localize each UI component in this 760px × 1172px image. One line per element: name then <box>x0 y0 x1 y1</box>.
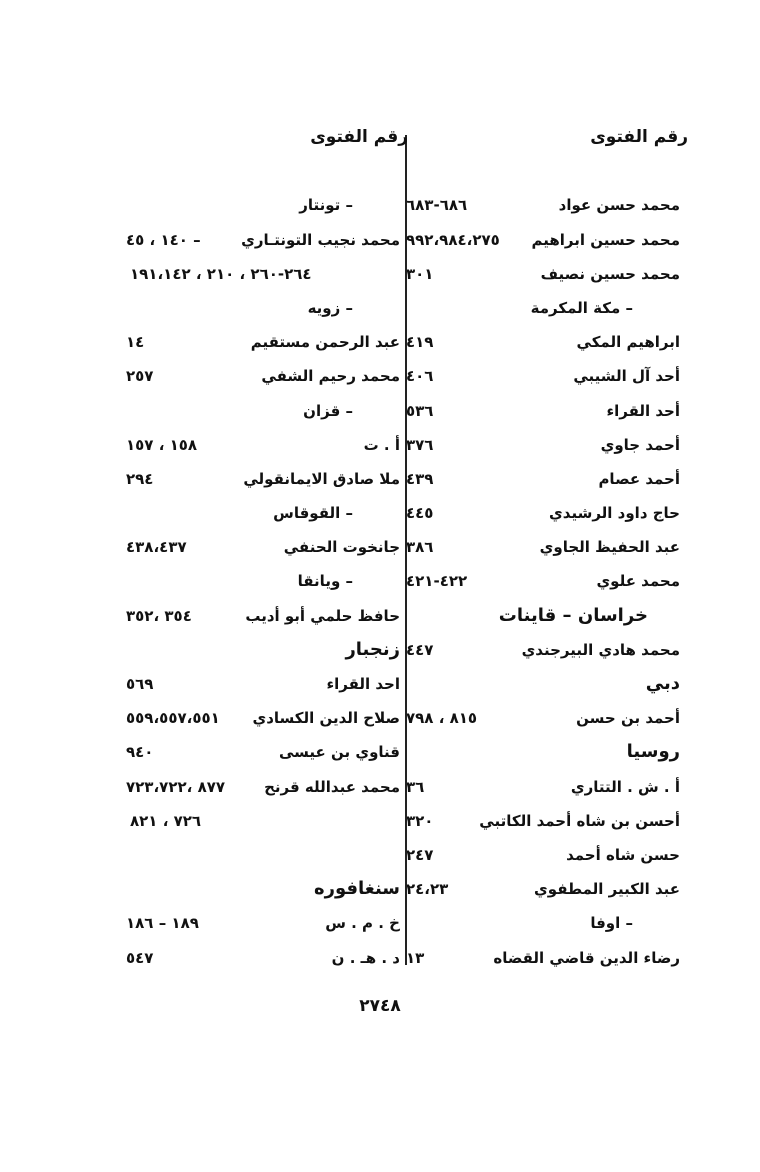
index-entry-line <box>118 428 408 462</box>
index-entry-line <box>118 530 408 564</box>
index-gap-line <box>118 838 408 872</box>
entry-name: أحمد عصام <box>598 469 680 488</box>
index-entry-line <box>398 804 688 838</box>
index-entry-line <box>398 872 688 906</box>
index-heading-line <box>398 735 688 769</box>
fatwa-numbers: ٢٤٧ <box>406 845 434 864</box>
index-section-line <box>118 394 408 428</box>
fatwa-numbers: ١٥٨ ، ١٥٧ <box>126 435 198 454</box>
fatwa-numbers: ٤٣٩ <box>406 469 434 488</box>
index-entry-line <box>118 359 408 393</box>
fatwa-numbers: ٢٥٧ <box>126 367 154 386</box>
entry-name: د . هـ . ن <box>331 948 400 967</box>
index-entry-line <box>118 599 408 633</box>
index-header-line <box>118 120 408 154</box>
entry-name: جانخوت الحنفي <box>283 538 400 557</box>
index-entry-line <box>118 667 408 701</box>
index-entry-line <box>398 257 688 291</box>
entry-name: عبد الحفيظ الجاوي <box>539 538 680 557</box>
section-title: – زويه <box>307 298 353 317</box>
entry-name: عبد الرحمن مستقيم <box>250 333 400 352</box>
fatwa-numbers: ٤٣٨،٤٣٧ <box>126 538 187 557</box>
fatwa-numbers: ٣٥٤ ،٣٥٢ <box>126 606 192 625</box>
index-heading-line <box>398 667 688 701</box>
entry-name: خ . م . س <box>325 914 400 933</box>
entry-name: محمد نجيب التونتـاري <box>241 230 400 249</box>
right-column <box>398 120 688 975</box>
section-title: – مكة المكرمة <box>530 298 633 317</box>
entry-name: محمد عبدالله قرنح <box>264 777 400 796</box>
section-title: – اوفا <box>590 914 633 933</box>
fatwa-numbers: ٣٧٦ <box>406 435 434 454</box>
index-entry-line <box>398 428 688 462</box>
fatwa-numbers: ٥٣٦ <box>406 401 434 420</box>
entry-name: محمد حسين نصيف <box>540 264 680 283</box>
index-entry-line <box>118 770 408 804</box>
index-entry-line <box>398 359 688 393</box>
fatwa-numbers: ٢٤،٢٣ <box>406 880 449 899</box>
index-entry-line <box>398 770 688 804</box>
fatwa-numbers: ٥٥٩،٥٥٧،٥٥١ <box>126 709 220 728</box>
entry-name: ملا صادق الايمانقولي <box>243 469 400 488</box>
index-gap-line <box>118 154 408 188</box>
index-section-line <box>118 291 408 325</box>
section-title: – تونتار <box>299 196 353 215</box>
fatwa-numbers: ٤٠٦ <box>406 367 434 386</box>
fatwa-numbers: ٣٦ <box>406 777 425 796</box>
index-entry-line <box>398 701 688 735</box>
fatwa-numbers: ٣٨٦ <box>406 538 434 557</box>
section-title: دبي <box>645 673 680 694</box>
section-title: زنجبار <box>345 638 400 660</box>
index-entry-line <box>398 462 688 496</box>
section-title: خراسان – قاينات <box>498 604 648 626</box>
section-title: سنغافوره <box>313 878 400 900</box>
fatwa-numbers: ٤٤٥ <box>406 504 434 523</box>
fatwa-numbers: ٨١٥ ، ٧٩٨ <box>406 709 478 728</box>
entry-name: رضاء الدين قاضي القضاه <box>493 948 680 967</box>
entry-name: قناوي بن عيسى <box>278 743 400 762</box>
entry-name: احد القراء <box>326 675 400 693</box>
index-entry-line <box>398 325 688 359</box>
index-entry-line <box>118 735 408 769</box>
index-entry-line <box>398 564 688 598</box>
index-entry-line <box>118 941 408 975</box>
entry-name: أحمد جاوي <box>600 435 680 454</box>
index-entry-line <box>398 530 688 564</box>
entry-name: محمد حسن عواد <box>558 196 680 215</box>
fatwa-numbers: ٣٠١ <box>406 264 434 283</box>
index-heading-line <box>118 872 408 906</box>
continuation-numbers: ٢٦٤-٢٦٠ ، ٢١٠ ، ١٩١،١٤٢ <box>130 264 312 283</box>
section-title: – قزان <box>303 401 353 420</box>
fatwa-numbers: ١٨٩ – ١٨٦ <box>126 914 199 933</box>
index-entry-line <box>398 496 688 530</box>
fatwa-numbers: ٨٧٧ ،٧٢٣،٧٢٢ <box>126 777 226 796</box>
index-heading-line <box>118 633 408 667</box>
entry-name: محمد هادي البيرجندي <box>521 640 680 659</box>
index-cont-line <box>118 804 408 838</box>
index-entry-line <box>118 701 408 735</box>
section-title: – ويانقا <box>297 572 353 591</box>
index-entry-line <box>118 906 408 940</box>
index-entry-line <box>398 633 688 667</box>
index-section-line <box>118 564 408 598</box>
fatwa-numbers: ٤٤٧ <box>406 640 434 659</box>
entry-name: محمد علوي <box>596 572 680 591</box>
entry-name: ابراهيم المكي <box>576 333 680 352</box>
entry-name: عبد الكبير المطفوي <box>534 880 680 899</box>
entry-name: محمد حسين ابراهيم <box>531 230 680 249</box>
section-title: روسيا <box>626 741 680 763</box>
entry-name: حسن شاه أحمد <box>566 845 680 864</box>
fatwa-numbers: ٤١٩ <box>406 333 434 352</box>
entry-name: أحسن بن شاه أحمد الكاتبي <box>479 811 680 830</box>
index-heading-center-line <box>398 599 688 633</box>
entry-name: أ . ش . التتاري <box>570 777 680 796</box>
fatwa-numbers: – ١٤٠ ، ٤٥ <box>126 230 201 249</box>
fatwa-numbers: ١٣ <box>406 948 425 967</box>
index-entry-line <box>398 188 688 222</box>
index-entry-line <box>118 462 408 496</box>
section-title: رقم الفتوى <box>590 127 688 147</box>
left-column <box>118 120 408 975</box>
entry-name: أحد آل الشيبي <box>573 367 680 386</box>
index-header-line <box>398 120 688 154</box>
entry-name: أ . ت <box>363 435 400 454</box>
entry-name: أحمد بن حسن <box>576 709 680 728</box>
page-number: ٢٧٤٨ <box>359 996 401 1016</box>
index-entry-line <box>398 838 688 872</box>
index-cont-line <box>118 257 408 291</box>
section-title: رقم الفتوى <box>310 127 408 147</box>
index-entry-line <box>398 223 688 257</box>
index-section-line <box>398 291 688 325</box>
index-section-line <box>118 496 408 530</box>
entry-name: حافظ حلمي أبو أديب <box>245 606 400 625</box>
entry-name: محمد رحيم الشفي <box>261 367 400 386</box>
index-entry-line <box>398 941 688 975</box>
index-gap-line <box>398 154 688 188</box>
fatwa-numbers: ١٤ <box>126 333 145 352</box>
fatwa-numbers: ٣٢٠ <box>406 811 434 830</box>
index-section-line <box>118 188 408 222</box>
continuation-numbers: ٧٢٦ ، ٨٢١ <box>130 811 202 830</box>
fatwa-numbers: ٦٨٦-٦٨٣ <box>406 196 468 215</box>
fatwa-numbers: ٩٤٠ <box>126 743 154 762</box>
index-entry-line <box>118 325 408 359</box>
fatwa-numbers: ٥٦٩ <box>126 675 154 693</box>
index-section-line <box>398 906 688 940</box>
fatwa-numbers: ٤٢٢-٤٢١ <box>406 572 468 591</box>
fatwa-numbers: ٩٩٢،٩٨٤،٢٧٥ <box>406 230 500 249</box>
entry-name: صلاح الدين الكسادي <box>252 709 400 728</box>
entry-name: حاج داود الرشيدي <box>549 504 680 523</box>
index-entry-line <box>118 223 408 257</box>
fatwa-numbers: ٥٤٧ <box>126 948 154 967</box>
section-title: – القوقاس <box>273 504 353 523</box>
entry-name: أحد القراء <box>606 401 680 420</box>
fatwa-numbers: ٢٩٤ <box>126 469 154 488</box>
index-entry-line <box>398 394 688 428</box>
